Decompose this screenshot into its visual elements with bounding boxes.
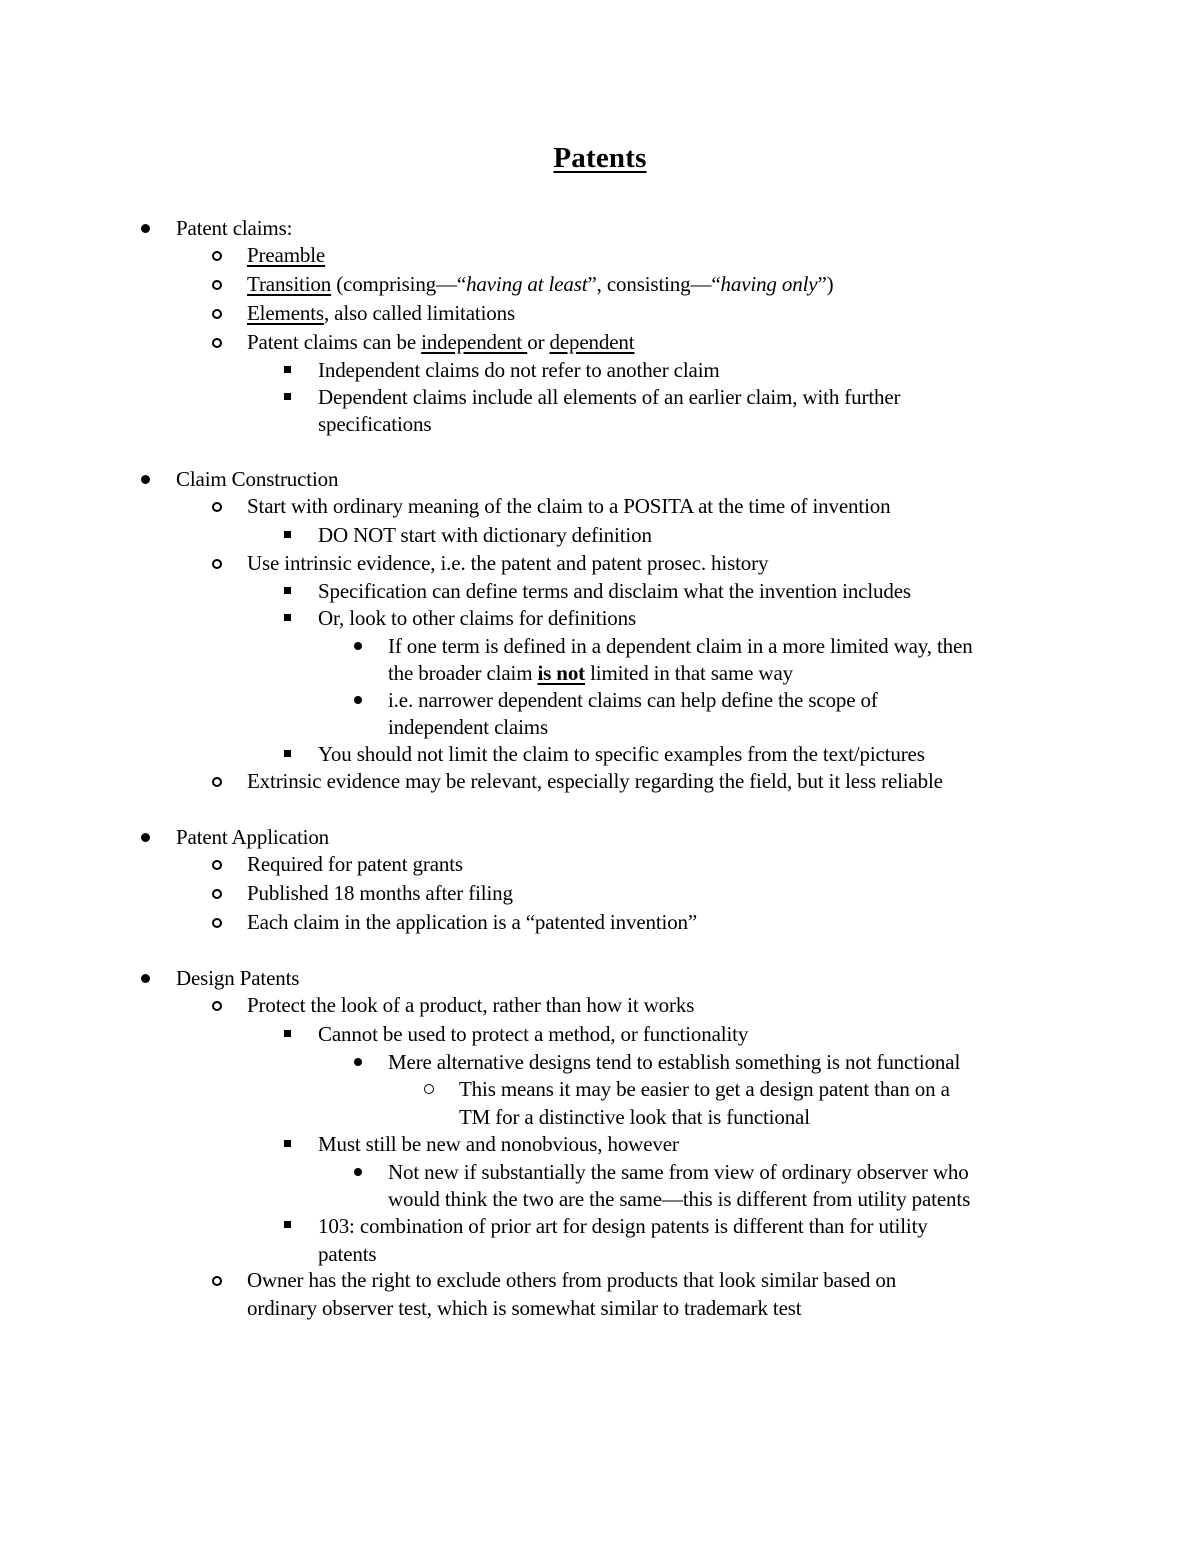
section-heading-claim-construction: Claim Construction (176, 467, 339, 491)
list-item: Use intrinsic evidence, i.e. the patent and patent prosec. history (247, 551, 769, 575)
square-bullet-icon (284, 531, 291, 538)
page-title: Patents (553, 142, 647, 174)
list-item-continuation: patents (318, 1242, 377, 1266)
hollow-bullet-icon (212, 1001, 222, 1011)
hollow-bullet-icon (212, 559, 222, 569)
hollow-bullet-icon (212, 918, 222, 928)
list-item: Published 18 months after filing (247, 881, 513, 905)
list-item: Elements, also called limitations (247, 301, 515, 325)
square-bullet-icon (284, 366, 291, 373)
list-item: Or, look to other claims for definitions (318, 606, 637, 630)
list-item: Protect the look of a product, rather than how it works (247, 993, 695, 1017)
list-item: Must still be new and nonobvious, however (318, 1132, 679, 1156)
list-item: Mere alternative designs tend to establish something is not functional (388, 1050, 961, 1074)
list-item: Owner has the right to exclude others from products that look similar based on (247, 1268, 897, 1292)
list-item: Start with ordinary meaning of the claim to a POSITA at the time of invention (247, 494, 891, 518)
section-heading-design-patents: Design Patents (176, 966, 300, 990)
square-bullet-icon (284, 750, 291, 757)
list-item: Required for patent grants (247, 852, 463, 876)
list-item: 103: combination of prior art for design patents is different than for utility (318, 1214, 928, 1238)
list-item: If one term is defined in a dependent claim in a more limited way, then (388, 634, 973, 658)
bullet-icon (141, 475, 150, 484)
square-bullet-icon (284, 393, 291, 400)
list-item-continuation: would think the two are the same—this is different from utility patents (388, 1187, 971, 1211)
hollow-bullet-icon (212, 777, 222, 787)
list-item-continuation: the broader claim is not limited in that same way (388, 661, 793, 685)
hollow-bullet-icon (212, 502, 222, 512)
hollow-bullet-icon (212, 251, 222, 261)
bullet-icon (141, 833, 150, 842)
section-heading-patent-application: Patent Application (176, 825, 330, 849)
hollow-bullet-icon (212, 338, 222, 348)
list-item-continuation: ordinary observer test, which is somewhat similar to trademark test (247, 1296, 802, 1320)
list-item: Transition (comprising—“having at least”, consisting—“having only”) (247, 272, 834, 296)
bullet-icon (354, 1058, 362, 1066)
hollow-bullet-icon (212, 1276, 222, 1286)
list-item: This means it may be easier to get a design patent than on a (459, 1077, 950, 1101)
list-item: Independent claims do not refer to another claim (318, 358, 720, 382)
list-item: You should not limit the claim to specific examples from the text/pictures (318, 742, 925, 766)
list-item: i.e. narrower dependent claims can help define the scope of (388, 688, 878, 712)
list-item-continuation: independent claims (388, 715, 548, 739)
list-item: Dependent claims include all elements of an earlier claim, with further (318, 385, 901, 409)
list-item: Preamble (247, 243, 326, 267)
bullet-icon (141, 224, 150, 233)
list-item: Not new if substantially the same from view of ordinary observer who (388, 1160, 969, 1184)
hollow-bullet-icon (212, 280, 222, 290)
hollow-bullet-icon (212, 889, 222, 899)
square-bullet-icon (284, 614, 291, 621)
square-bullet-icon (284, 1030, 291, 1037)
hollow-circle-bullet-icon (424, 1084, 434, 1094)
square-bullet-icon (284, 1140, 291, 1147)
list-item: Patent claims can be independent or dependent (247, 330, 635, 354)
section-heading-patent-claims: Patent claims: (176, 216, 293, 240)
list-item-continuation: specifications (318, 412, 432, 436)
bullet-icon (354, 642, 362, 650)
list-item: Cannot be used to protect a method, or functionality (318, 1022, 749, 1046)
bullet-icon (354, 696, 362, 704)
bullet-icon (354, 1168, 362, 1176)
hollow-bullet-icon (212, 309, 222, 319)
hollow-bullet-icon (212, 860, 222, 870)
list-item: Specification can define terms and disclaim what the invention includes (318, 579, 911, 603)
list-item-continuation: TM for a distinctive look that is functional (459, 1105, 810, 1129)
list-item: Extrinsic evidence may be relevant, especially regarding the field, but it less reliable (247, 769, 943, 793)
bullet-icon (141, 974, 150, 983)
list-item: Each claim in the application is a “patented invention” (247, 910, 698, 934)
square-bullet-icon (284, 587, 291, 594)
list-item: DO NOT start with dictionary definition (318, 523, 652, 547)
square-bullet-icon (284, 1221, 291, 1228)
